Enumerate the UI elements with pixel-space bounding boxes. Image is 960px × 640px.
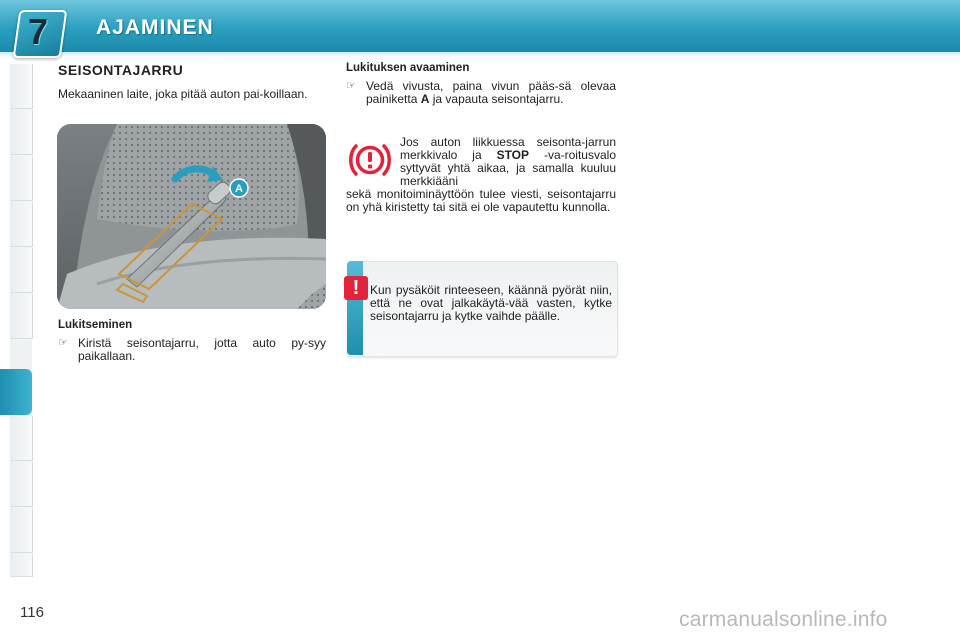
warning-text-cont: sekä monitoiminäyttöön tulee viesti, seisontajarru on yhä kiristetty tai sitä ei ole vapautettu kunnolla. — [346, 187, 616, 214]
header-shadow — [0, 52, 960, 58]
pointing-hand-icon: ☞ — [58, 337, 68, 349]
side-tab-8[interactable] — [10, 416, 33, 461]
warning-text-bold: STOP — [496, 148, 530, 162]
side-tab-9[interactable] — [10, 462, 33, 507]
note-text: Kun pysäköit rinteeseen, käännä pyörät niin, että ne ovat jalkakäytä-vää vasten, kytke seisontajarru ja kytke vaihde päälle. — [370, 283, 612, 323]
brake-warning-icon — [347, 137, 393, 183]
locking-title: Lukitseminen — [58, 319, 133, 331]
intro-text: Mekaaninen laite, joka pitää auton pai-koillaan. — [58, 87, 308, 101]
page-number: 116 — [20, 604, 44, 621]
section-title: SEISONTAJARRU — [58, 62, 184, 78]
handbrake-illustration — [57, 124, 326, 309]
side-tab-3[interactable] — [10, 156, 33, 201]
chapter-number: 7 — [27, 11, 49, 52]
chapter-title: AJAMINEN — [96, 16, 214, 39]
side-tab-5[interactable] — [10, 248, 33, 293]
release-bullet-text — [366, 80, 616, 106]
side-tab-4[interactable] — [10, 202, 33, 247]
side-tab-active[interactable] — [0, 369, 32, 415]
warning-text-1: Jos auton liikkuessa seisonta-jarrun merkkivalo ja — [400, 135, 616, 162]
side-tab-2[interactable] — [10, 110, 33, 155]
side-tab-10[interactable] — [10, 508, 33, 553]
warning-text-2: -va-roitusvalo syttyvät yhtä aikaa, ja samalla kuuluu merkkiääni — [400, 148, 616, 188]
release-title: Lukituksen avaaminen — [346, 62, 470, 74]
pointing-hand-icon: ☞ — [346, 80, 356, 92]
locking-bullet — [58, 337, 326, 367]
watermark: carmanualsonline.info — [679, 608, 888, 631]
handbrake-photo — [57, 124, 326, 309]
side-tab-11[interactable] — [10, 554, 33, 577]
release-text-bold: A — [420, 92, 430, 106]
side-tabs — [0, 64, 34, 576]
locking-bullet-text: Kiristä seisontajarru, jotta auto py-syy paikallaan. — [78, 336, 326, 363]
release-text-1: Vedä vivusta, paina vivun pääs-sä olevaa painiketta — [366, 79, 616, 106]
callout-label-a: A — [235, 183, 243, 195]
side-tab-1[interactable] — [10, 64, 33, 109]
release-text-2: ja vapauta seisontajarru. — [432, 92, 564, 106]
warning-text — [400, 136, 616, 188]
exclamation-icon: ! — [344, 276, 368, 300]
release-bullet — [346, 80, 616, 122]
side-tab-6[interactable] — [10, 294, 33, 339]
